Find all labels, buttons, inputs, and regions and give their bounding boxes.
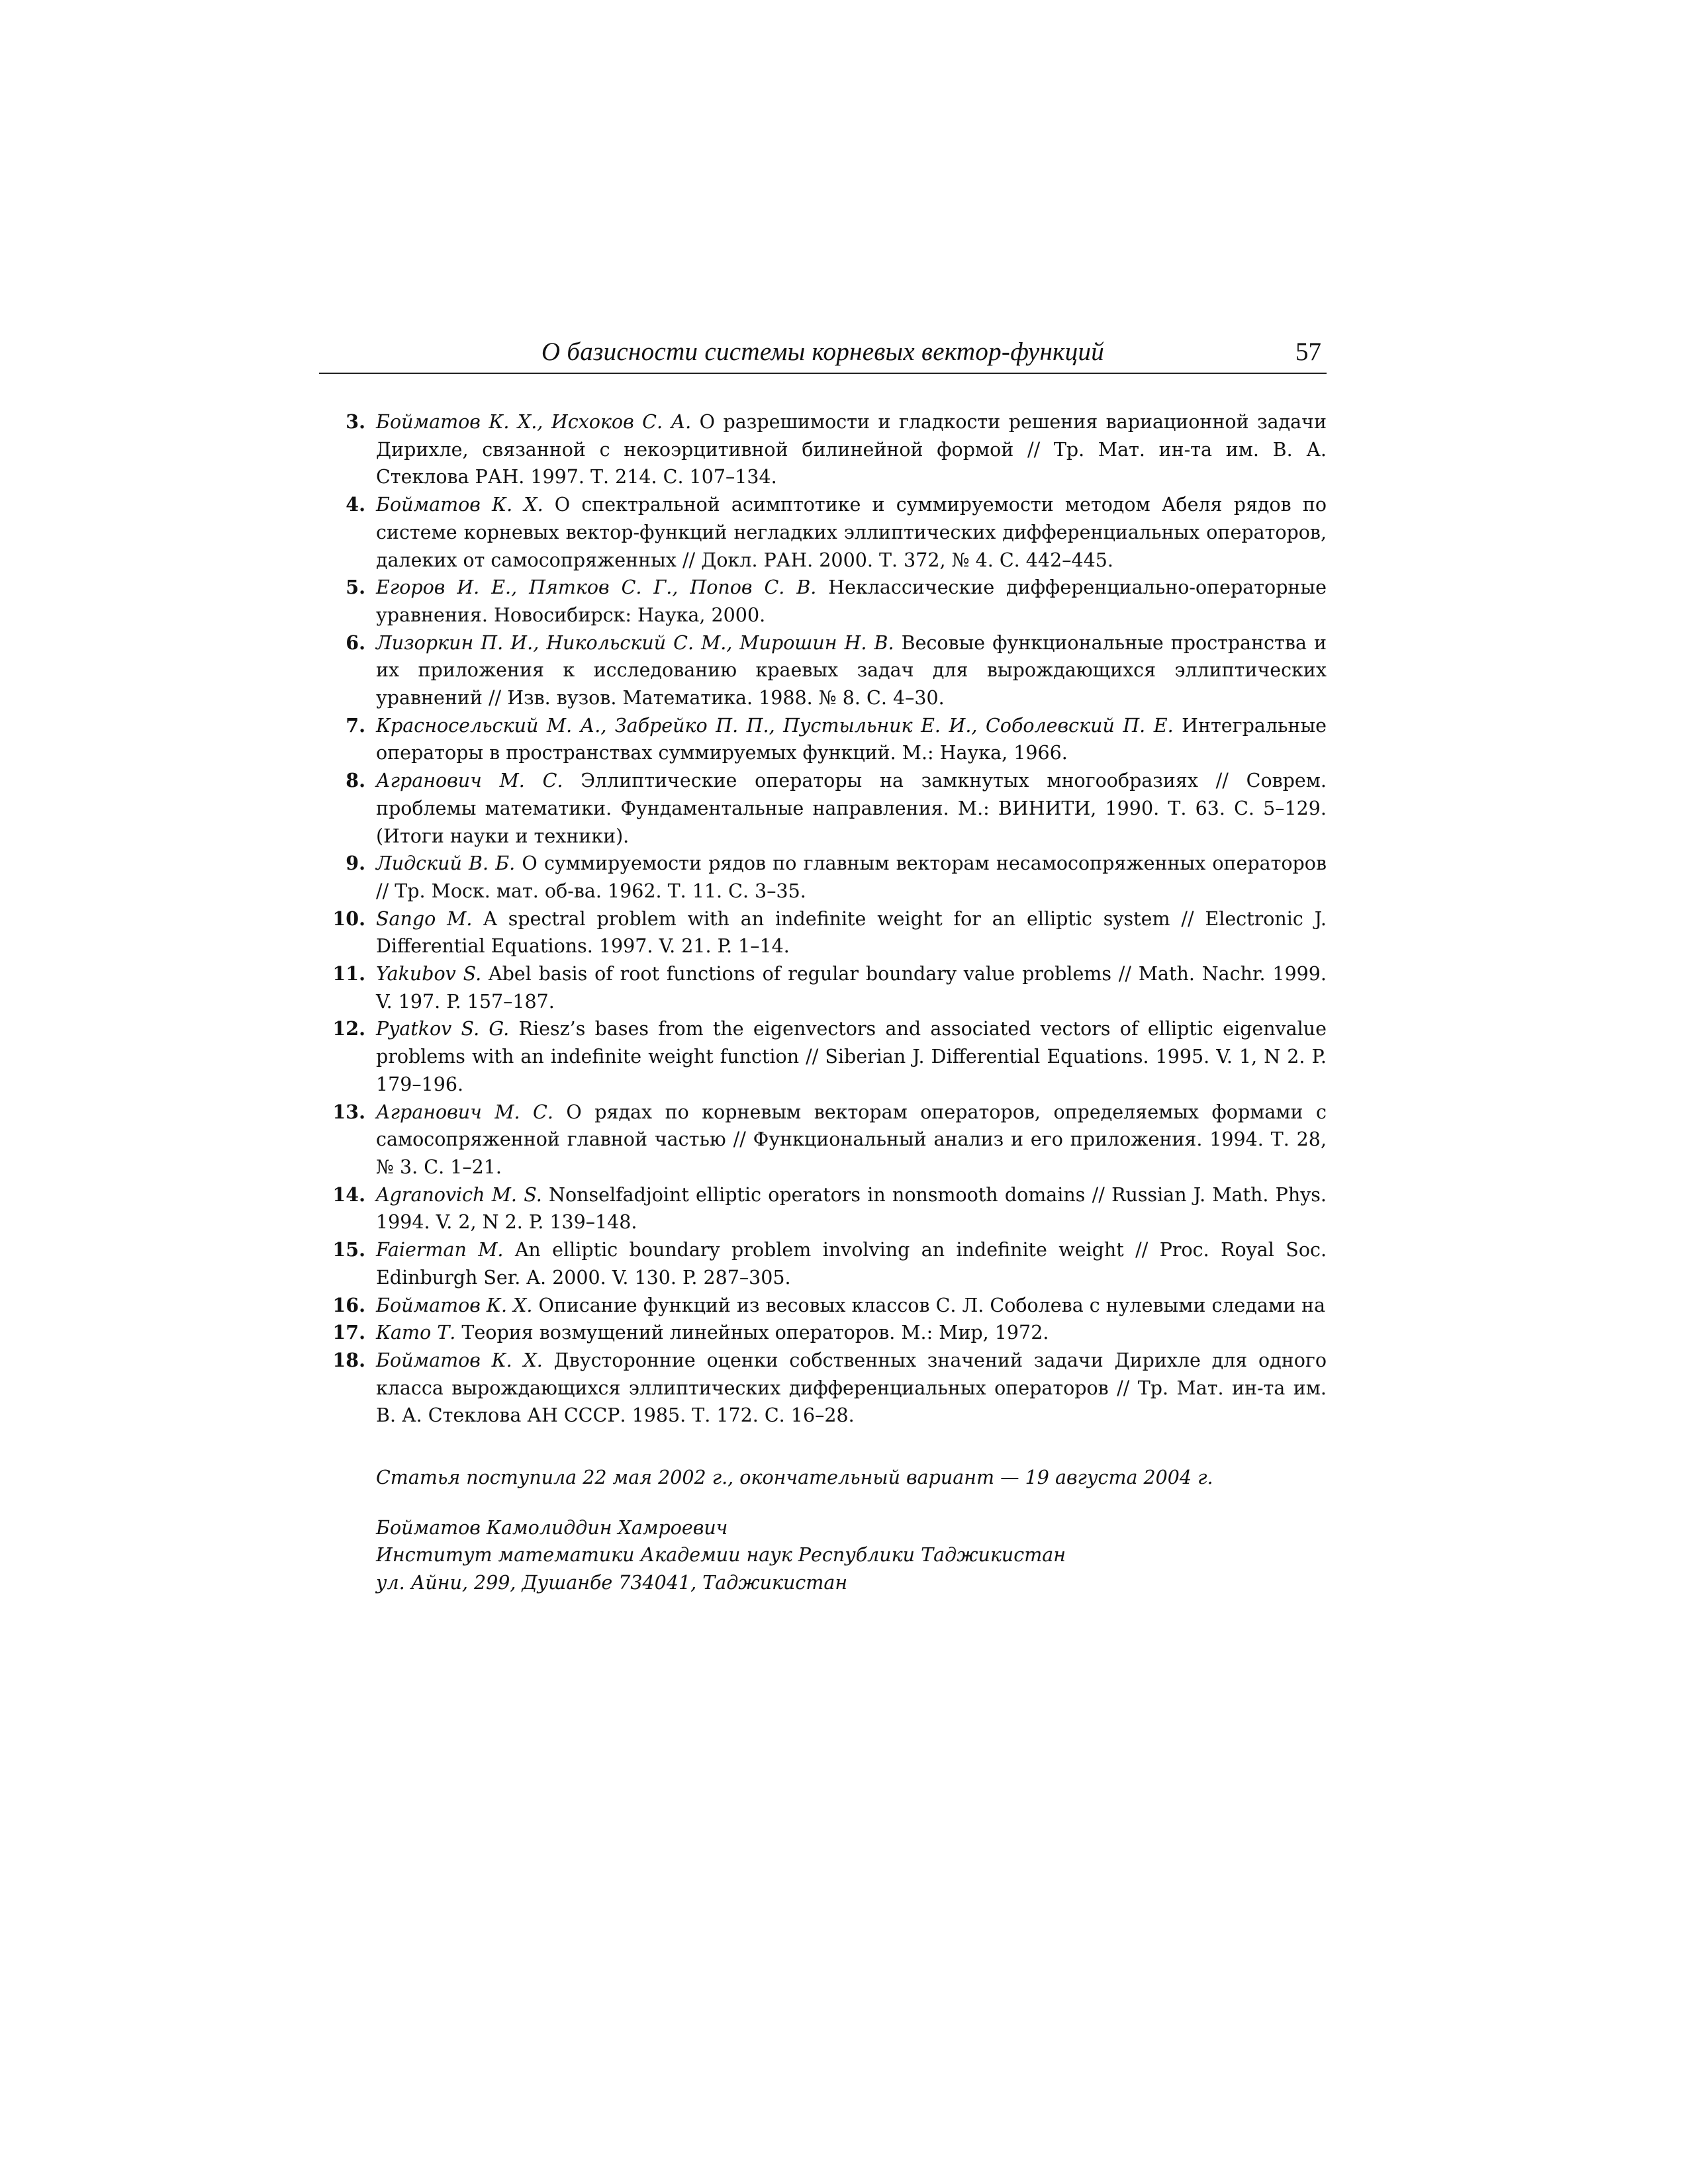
- reference-text: Интегральные операторы в пространствах суммируемых функций. М.: Наука, 1966.: [376, 714, 1327, 764]
- reference-authors: Бойматов К. Х.: [376, 1349, 543, 1371]
- reference-item: [319, 960, 1327, 1015]
- reference-number: 9.: [346, 852, 365, 875]
- author-address: ул. Айни, 299, Душанбе 734041, Таджикистан: [376, 1572, 848, 1594]
- reference-item: [319, 767, 1327, 850]
- reference-item: [319, 1181, 1327, 1236]
- reference-item: [319, 1236, 1327, 1291]
- reference-number: 18.: [332, 1348, 365, 1371]
- reference-text: О суммируемости рядов по главным векторам несамосопряженных операторов // Тр. Моск. мат. об-ва. 1962. Т. 11. С. 3–35.: [376, 852, 1327, 902]
- reference-number: 11.: [332, 962, 365, 985]
- reference-number: 12.: [332, 1017, 365, 1040]
- reference-authors: Бойматов К. Х.: [376, 1294, 533, 1316]
- reference-number: 3.: [346, 410, 365, 433]
- page-number: 57: [1295, 338, 1321, 366]
- author-name: Бойматов Камолиддин Хамроевич: [376, 1516, 728, 1539]
- reference-authors: Лизоркин П. И., Никольский С. М., Мирошин Н. В.: [376, 631, 894, 654]
- reference-item: [319, 1015, 1327, 1098]
- reference-text: Неклассические дифференциально-операторные уравнения. Новосибирск: Наука, 2000.: [376, 576, 1327, 626]
- reference-authors: Бойматов К. Х., Исхоков С. А.: [376, 411, 692, 433]
- reference-text: Эллиптические операторы на замкнутых многообразиях // Соврем. проблемы математики. Фундаментальные направления. М.: ВИНИТИ, 1990. Т. 63. С. 5–129. (Итоги науки и техники).: [376, 770, 1327, 847]
- reference-number: 15.: [332, 1238, 365, 1261]
- reference-item: [319, 712, 1327, 767]
- reference-number: 17.: [332, 1321, 365, 1344]
- reference-authors: Егоров И. Е., Пятков С. Г., Попов С. В.: [376, 576, 817, 599]
- reference-text: Двусторонние оценки собственных значений задачи Дирихле для одного класса вырождающихся эллиптических дифференциальных операторов // Тр. Мат. ин-та им. В. А. Стеклова АН СССР. 1985. Т. 172. С. 16–28.: [376, 1349, 1327, 1427]
- reference-number: 13.: [332, 1100, 365, 1123]
- reference-text: Описание функций из весовых классов С. Л. Соболева с нулевыми следами на: [532, 1294, 1326, 1316]
- reference-item: [319, 905, 1327, 960]
- reference-authors: Pyatkov S. G.: [376, 1018, 510, 1040]
- reference-number: 6.: [346, 631, 365, 654]
- reference-authors: Лидский В. Б.: [376, 852, 516, 875]
- reference-authors: Yakubov S.: [376, 963, 482, 985]
- reference-number: 5.: [346, 576, 365, 599]
- reference-authors: Бойматов К. Х.: [376, 494, 543, 516]
- reference-authors: Агранович М. С.: [376, 1101, 553, 1123]
- reference-number: 16.: [332, 1293, 365, 1316]
- page: [319, 334, 1327, 1597]
- reference-authors: Faierman M.: [376, 1239, 504, 1261]
- reference-number: 8.: [346, 769, 365, 792]
- reference-item: [319, 1319, 1327, 1347]
- reference-authors: Красносельский М. А., Забрейко П. П., Пустыльник Е. И., Соболевский П. Е.: [376, 714, 1174, 737]
- reference-text: Nonselfadjoint elliptic operators in nonsmooth domains // Russian J. Math. Phys. 1994. V. 2, N 2. P. 139–148.: [376, 1183, 1327, 1234]
- reference-item: [319, 629, 1327, 712]
- reference-text: Riesz’s bases from the eigenvectors and associated vectors of elliptic eigenvalue problems with an indefinite weight function // Siberian J. Differential Equations. 1995. V. 1, N 2. P. 179–196.: [376, 1018, 1327, 1095]
- reference-number: 4.: [346, 493, 365, 516]
- reference-list: [319, 408, 1327, 1430]
- reference-item: [319, 408, 1327, 491]
- reference-text: О рядах по корневым векторам операторов, определяемых формами с самосопряженной главной частью // Функциональный анализ и его приложения. 1994. Т. 28, № 3. С. 1–21.: [376, 1101, 1327, 1178]
- reference-text: A spectral problem with an indefinite weight for an elliptic system // Electronic J. Differential Equations. 1997. V. 21. P. 1–14.: [376, 907, 1327, 958]
- running-title: О базисности системы корневых вектор-функций: [541, 338, 1105, 366]
- reference-text: О разрешимости и гладкости решения вариационной задачи Дирихле, связанной с некоэрцитивной билинейной формой // Тр. Мат. ин-та им. В. А. Стеклова РАН. 1997. Т. 214. С. 107–134.: [376, 411, 1327, 488]
- reference-item: [319, 1347, 1327, 1430]
- reference-number: 14.: [332, 1183, 365, 1206]
- reference-text: О спектральной асимптотике и суммируемости методом Абеля рядов по системе корневых вектор-функций негладких эллиптических дифференциальных операторов, далеких от самосопряженных // Докл. РАН. 2000. Т. 372, № 4. С. 442–445.: [376, 494, 1327, 571]
- author-institution: Институт математики Академии наук Республики Таджикистан: [376, 1544, 1066, 1567]
- reference-text: An elliptic boundary problem involving an indefinite weight // Proc. Royal Soc. Edinburgh Ser. A. 2000. V. 130. P. 287–305.: [376, 1239, 1327, 1289]
- reference-authors: Агранович М. С.: [376, 770, 563, 792]
- reference-item: [319, 850, 1327, 905]
- reference-authors: Agranovich M. S.: [376, 1183, 542, 1206]
- reference-authors: Като Т.: [376, 1322, 456, 1344]
- running-head: [319, 334, 1327, 374]
- received-date: Статья поступила 22 мая 2002 г., окончательный вариант — 19 августа 2004 г.: [376, 1467, 1213, 1489]
- reference-item: [319, 1099, 1327, 1181]
- author-affiliation: [319, 1514, 1327, 1597]
- reference-text: Теория возмущений линейных операторов. М.: Мир, 1972.: [455, 1322, 1049, 1344]
- reference-number: 10.: [332, 907, 365, 930]
- reference-text: Abel basis of root functions of regular boundary value problems // Math. Nachr. 1999. V. 197. P. 157–187.: [376, 963, 1327, 1013]
- reference-item: [319, 1292, 1327, 1320]
- reference-number: 7.: [346, 713, 365, 737]
- reference-text: Весовые функциональные пространства и их приложения к исследованию краевых задач для вырождающихся эллиптических уравнений // Изв. вузов. Математика. 1988. № 8. С. 4–30.: [376, 631, 1327, 709]
- reference-authors: Sango M.: [376, 907, 473, 930]
- reference-item: [319, 574, 1327, 629]
- reference-item: [319, 491, 1327, 574]
